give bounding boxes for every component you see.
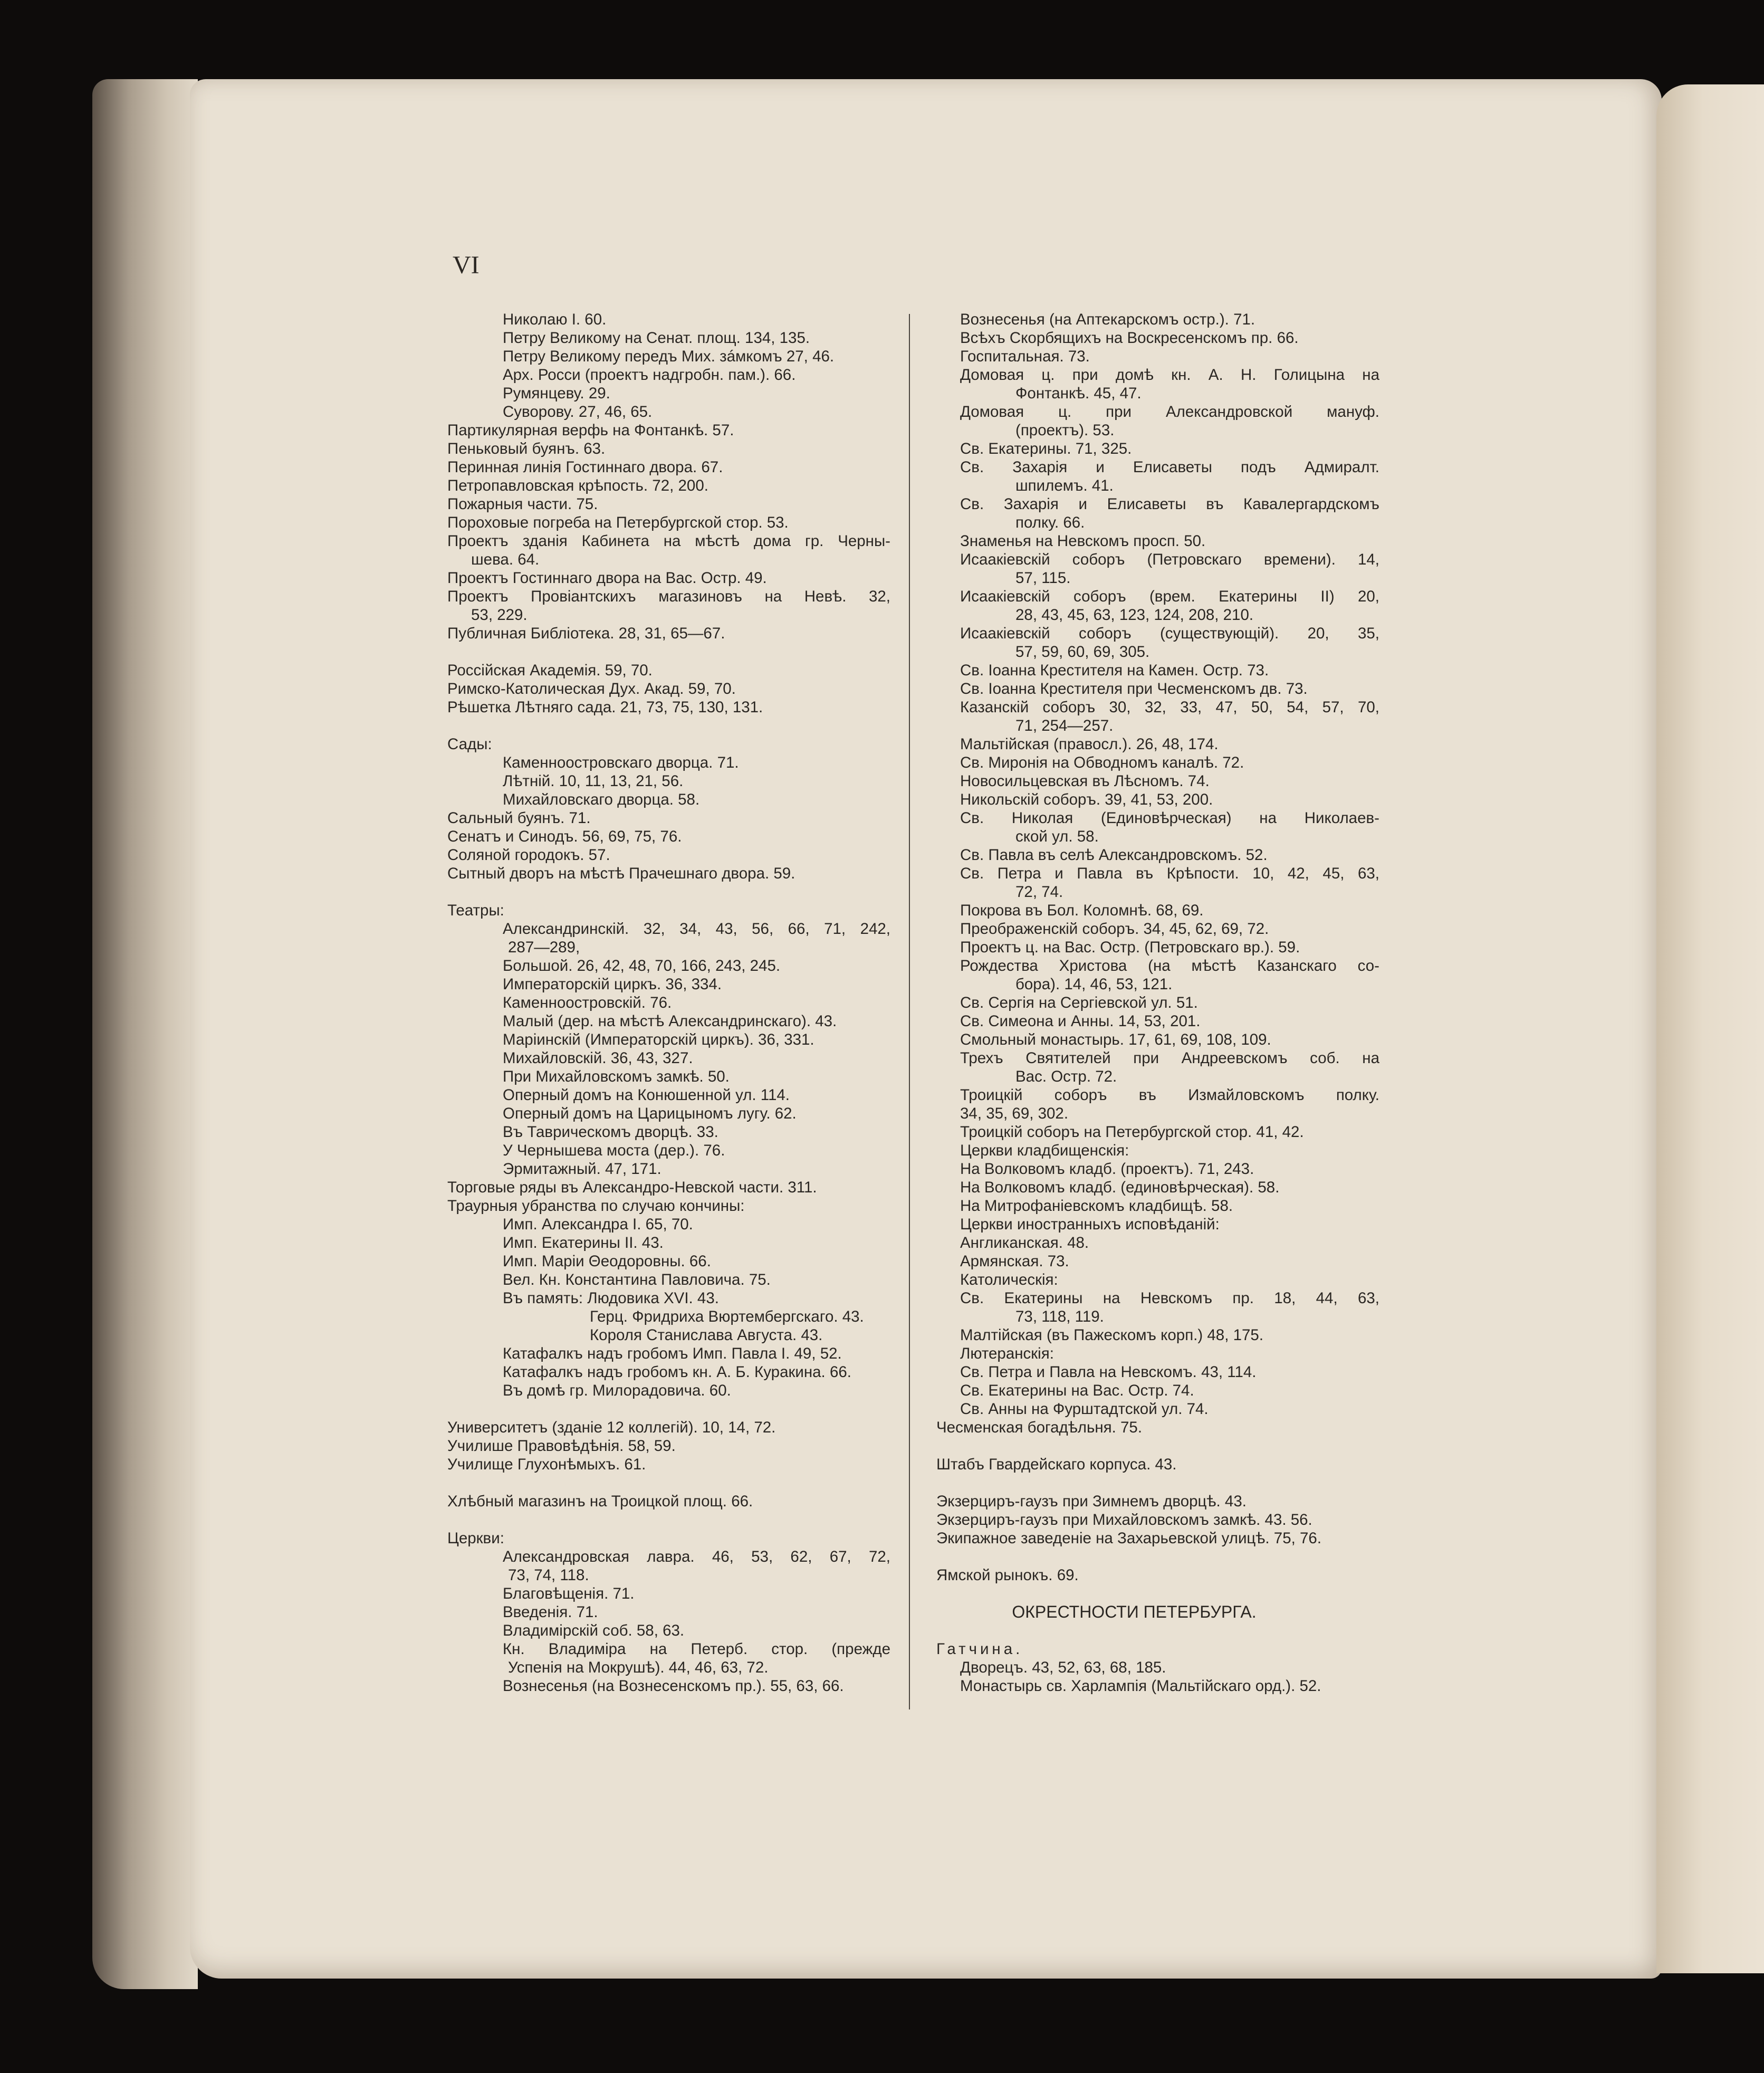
blank-line <box>936 1474 1379 1492</box>
index-entry: Кн. Владиміра на Петерб. стор. (прежде <box>503 1640 890 1658</box>
index-entry: Чесменская богадѣльня. 75. <box>936 1419 1143 1436</box>
index-entry: Римско-Католическая Дух. Акад. 59, 70. <box>447 680 736 698</box>
index-entry: полку. 66. <box>1015 514 1085 531</box>
page-number: VI <box>453 251 480 279</box>
index-entry: Лютеранскія: <box>960 1345 1054 1362</box>
blank-line <box>936 1621 1379 1640</box>
index-entry: Дворецъ. 43, 52, 63, 68, 185. <box>960 1659 1166 1676</box>
index-entry: Имп. Александра I. 65, 70. <box>503 1216 693 1233</box>
index-entry: Знаменья на Невскомъ просп. 50. <box>960 532 1206 550</box>
index-entry: Исаакіевскій соборъ (существующій). 20, 35, <box>960 625 1379 642</box>
index-entry: Св. Петра и Павла въ Крѣпости. 10, 42, 45, 63, <box>960 865 1379 882</box>
index-entry: Св. Миронія на Обводномъ каналѣ. 72. <box>960 754 1244 771</box>
index-entry: 71, 254—257. <box>1015 717 1114 734</box>
index-entry: Большой. 26, 42, 48, 70, 166, 243, 245. <box>503 957 781 975</box>
index-entry: Румянцеву. 29. <box>503 385 610 402</box>
index-entry: Исаакіевскій соборъ (Петровскаго времени). 14, <box>960 551 1379 568</box>
index-entry: Катафалкъ надъ гробомъ кн. А. Б. Куракина. 66. <box>503 1363 851 1381</box>
index-entry: Оперный домъ на Конюшенной ул. 114. <box>503 1086 790 1104</box>
index-entry: Вознесенья (на Вознесенскомъ пр.). 55, 63, 66. <box>503 1677 844 1695</box>
index-entry: Св. Николая (Единовѣрческая) на Николаев- <box>960 809 1379 827</box>
index-entry: Экзерциръ-гаузъ при Зимнемъ дворцѣ. 43. <box>936 1493 1247 1510</box>
index-entry: Оперный домъ на Царицыномъ лугу. 62. <box>503 1105 797 1122</box>
index-entry: Траурныя убранства по случаю кончины: <box>447 1197 745 1215</box>
index-entry: 287—289, <box>508 939 580 956</box>
index-entry: Рождества Христова (на мѣстѣ Казанскаго со- <box>960 957 1379 975</box>
index-entry: Училище Глухонѣмыхъ. 61. <box>447 1456 646 1473</box>
index-entry: шпилемъ. 41. <box>1015 477 1114 494</box>
index-entry: Благовѣщенія. 71. <box>503 1585 635 1602</box>
index-entry: Сенатъ и Синодъ. 56, 69, 75, 76. <box>447 828 682 845</box>
index-entry: Проектъ зданія Кабинета на мѣстѣ дома гр. Черны- <box>447 532 890 550</box>
index-entry: Англиканская. 48. <box>960 1234 1089 1252</box>
index-entry: Михайловскій. 36, 43, 327. <box>503 1049 693 1067</box>
index-entry: Императорскій циркъ. 36, 334. <box>503 976 722 993</box>
index-entry: Сальный буянъ. 71. <box>447 809 591 827</box>
index-entry: Каменноостровскаго дворца. 71. <box>503 754 739 771</box>
index-entry: Рѣшетка Лѣтняго сада. 21, 73, 75, 130, 131. <box>447 699 763 716</box>
index-entry: Вел. Кн. Константина Павловича. 75. <box>503 1271 771 1288</box>
index-entry: Преображенскій соборъ. 34, 45, 62, 69, 72. <box>960 920 1269 938</box>
index-entry: Св. Симеона и Анны. 14, 53, 201. <box>960 1012 1201 1030</box>
index-entry: Монастырь св. Харлампія (Мальтійскаго орд.). 52. <box>960 1677 1321 1695</box>
index-entry: Петру Великому на Сенат. площ. 134, 135. <box>503 329 810 347</box>
blank-line <box>447 1400 890 1418</box>
index-entry: Экзерциръ-гаузъ при Михайловскомъ замкѣ. 43. 56. <box>936 1511 1312 1529</box>
index-entry: Каменноостровскій. 76. <box>503 994 672 1011</box>
index-entry: Хлѣбный магазинъ на Троицкой площ. 66. <box>447 1493 753 1510</box>
index-entry: Михайловскаго дворца. 58. <box>503 791 700 808</box>
index-entry: шева. 64. <box>471 551 540 568</box>
index-entry: Никольскій соборъ. 39, 41, 53, 200. <box>960 791 1213 808</box>
index-entry: Сады: <box>447 735 492 753</box>
blank-line <box>447 1511 890 1529</box>
index-entry: Смольный монастырь. 17, 61, 69, 108, 109. <box>960 1031 1271 1048</box>
index-entry: Въ домѣ гр. Милорадовича. 60. <box>503 1382 731 1399</box>
index-entry: Проектъ ц. на Вас. Остр. (Петровскаго вр.). 59. <box>960 939 1300 956</box>
index-entry: Имп. Маріи Θеодоровны. 66. <box>503 1253 711 1270</box>
index-entry: Малтійская (въ Пажескомъ корп.) 48, 175. <box>960 1326 1264 1344</box>
blank-line <box>447 643 890 661</box>
index-entry: При Михайловскомъ замкѣ. 50. <box>503 1068 730 1085</box>
index-entry: Св. Петра и Павла на Невскомъ. 43, 114. <box>960 1363 1257 1381</box>
index-entry: Пеньковый буянъ. 63. <box>447 440 606 457</box>
index-entry: Вас. Остр. 72. <box>1015 1068 1117 1085</box>
index-entry: Россійская Академія. 59, 70. <box>447 662 653 679</box>
index-entry: 57, 115. <box>1015 569 1071 587</box>
index-entry: Ямской рынокъ. 69. <box>936 1566 1079 1584</box>
blank-line <box>936 1584 1379 1603</box>
index-entry: Въ Таврическомъ дворцѣ. 33. <box>503 1123 718 1141</box>
index-entry: Гатчина. <box>936 1640 1023 1658</box>
index-entry: ской ул. 58. <box>1015 828 1099 845</box>
index-entry: Св. Екатерины на Вас. Остр. 74. <box>960 1382 1194 1399</box>
index-entry: Въ память: Людовика XVI. 43. <box>503 1289 719 1307</box>
index-entry: Петропавловская крѣпость. 72, 200. <box>447 477 708 494</box>
index-entry: На Волковомъ кладб. (единовѣрческая). 58. <box>960 1179 1280 1196</box>
index-entry: Новосильцевская въ Лѣсномъ. 74. <box>960 772 1210 790</box>
index-entry: Пороховые погреба на Петербургской стор. 53. <box>447 514 789 531</box>
index-entry: Исаакіевскій соборъ (врем. Екатерины II) 20, <box>960 588 1379 605</box>
index-entry: Экипажное заведеніе на Захарьевской улицѣ. 75, 76. <box>936 1530 1322 1547</box>
index-entry: Троицкій соборъ въ Измайловскомъ полку. <box>960 1086 1379 1104</box>
index-entry: Проектъ Гостиннаго двора на Вас. Остр. 49. <box>447 569 767 587</box>
index-entry: Театры: <box>447 902 504 919</box>
index-entry: Владимірскій соб. 58, 63. <box>503 1622 685 1639</box>
index-entry: Пожарныя части. 75. <box>447 495 598 513</box>
index-entry: Петру Великому передъ Мих. зáмкомъ 27, 46. <box>503 348 835 365</box>
index-entry: Вознесенья (на Аптекарскомъ остр.). 71. <box>960 311 1255 328</box>
index-entry: Св. Анны на Фурштадтской ул. 74. <box>960 1400 1209 1418</box>
blank-line <box>936 1437 1379 1455</box>
index-entry: Сытный дворъ на мѣстѣ Прачешнаго двора. 59. <box>447 865 795 882</box>
index-entry: Лѣтній. 10, 11, 13, 21, 56. <box>503 772 684 790</box>
index-entry: Штабъ Гвардейскаго корпуса. 43. <box>936 1456 1177 1473</box>
index-entry: Покрова въ Бол. Коломнѣ. 68, 69. <box>960 902 1204 919</box>
index-entry: Церкви иностранныхъ исповѣданій: <box>960 1216 1220 1233</box>
index-entry: Всѣхъ Скорбящихъ на Воскресенскомъ пр. 66. <box>960 329 1299 347</box>
index-entry: 53, 229. <box>471 606 528 624</box>
index-entry: Армянская. 73. <box>960 1253 1069 1270</box>
index-entry: Трехъ Святителей при Андреевскомъ соб. на <box>960 1049 1379 1067</box>
index-entry: Университетъ (зданіе 12 коллегій). 10, 14, 72. <box>447 1419 776 1436</box>
index-entry: Короля Станислава Августа. 43. <box>590 1326 823 1344</box>
index-entry: Суворову. 27, 46, 65. <box>503 403 653 421</box>
page-edge <box>92 79 198 1989</box>
index-column-left <box>447 310 890 1695</box>
next-page-edge <box>1656 84 1764 1973</box>
index-entry: Александровская лавра. 46, 53, 62, 67, 72, <box>503 1548 890 1565</box>
index-entry: Николаю I. 60. <box>503 311 607 328</box>
index-entry: Мальтійская (правосл.). 26, 48, 174. <box>960 735 1219 753</box>
index-entry: 57, 59, 60, 69, 305. <box>1015 643 1150 661</box>
index-entry: 72, 74. <box>1015 883 1063 901</box>
index-entry: Домовая ц. при Александровской мануф. <box>960 403 1379 421</box>
index-entry: Публичная Библіотека. 28, 31, 65—67. <box>447 625 725 642</box>
index-entry: Св. Захарія и Елисаветы въ Кавалергардскомъ <box>960 495 1379 513</box>
index-entry: На Волковомъ кладб. (проектъ). 71, 243. <box>960 1160 1254 1178</box>
index-entry: Арх. Росси (проектъ надгробн. пам.). 66. <box>503 366 796 384</box>
index-entry: Католическія: <box>960 1271 1058 1288</box>
column-divider <box>909 314 910 1709</box>
index-entry: Св. Іоанна Крестителя на Камен. Остр. 73. <box>960 662 1269 679</box>
index-entry: Малый (дер. на мѣстѣ Александринскаго). 43. <box>503 1012 837 1030</box>
index-entry: Перинная линія Гостиннаго двора. 67. <box>447 458 723 476</box>
index-entry: Успенія на Мокрушѣ). 44, 46, 63, 72. <box>508 1659 769 1676</box>
index-entry: Александринскій. 32, 34, 43, 56, 66, 71, 242, <box>503 920 890 938</box>
index-entry: Соляной городокъ. 57. <box>447 846 610 864</box>
index-entry: Проектъ Провіантскихъ магазиновъ на Невѣ. 32, <box>447 588 890 605</box>
index-entry: Св. Сергія на Сергіевской ул. 51. <box>960 994 1198 1011</box>
blank-line <box>447 1474 890 1492</box>
index-entry: Св. Захарія и Елисаветы подъ Адмиралт. <box>960 458 1379 476</box>
index-entry: бора). 14, 46, 53, 121. <box>1015 976 1173 993</box>
index-entry: 73, 118, 119. <box>1015 1308 1104 1325</box>
index-entry: Св. Павла въ селѣ Александровскомъ. 52. <box>960 846 1268 864</box>
index-entry: Имп. Екатерины II. 43. <box>503 1234 664 1252</box>
index-entry: Св. Екатерины. 71, 325. <box>960 440 1132 457</box>
index-entry: Церкви: <box>447 1530 504 1547</box>
index-entry: Партикулярная верфь на Фонтанкѣ. 57. <box>447 422 734 439</box>
index-entry: 28, 43, 45, 63, 123, 124, 208, 210. <box>1015 606 1254 624</box>
index-entry: Катафалкъ надъ гробомъ Имп. Павла I. 49, 52. <box>503 1345 842 1362</box>
index-entry: Училише Правовѣдѣнія. 58, 59. <box>447 1437 676 1455</box>
index-entry: Казанскій соборъ 30, 32, 33, 47, 50, 54, 57, 70, <box>960 699 1379 716</box>
index-entry: Госпитальная. 73. <box>960 348 1090 365</box>
blank-line <box>447 717 890 735</box>
index-entry: Маріинскій (Императорскій циркъ). 36, 331. <box>503 1031 814 1048</box>
index-entry: Введенія. 71. <box>503 1603 598 1621</box>
index-entry: У Чернышева моста (дер.). 76. <box>503 1142 725 1159</box>
index-entry: Троицкій соборъ на Петербургской стор. 41, 42. <box>960 1123 1304 1141</box>
index-entry: Св. Екатерины на Невскомъ пр. 18, 44, 63, <box>960 1289 1379 1307</box>
index-entry: 34, 35, 69, 302. <box>960 1105 1069 1122</box>
index-entry: Торговые ряды въ Александро-Невской части. 311. <box>447 1179 817 1196</box>
index-entry: Домовая ц. при домѣ кн. А. Н. Голицына на <box>960 366 1379 384</box>
index-entry: Св. Іоанна Крестителя при Чесменскомъ дв. 73. <box>960 680 1308 698</box>
index-entry: Фонтанкѣ. 45, 47. <box>1015 385 1142 402</box>
index-entry: Эрмитажный. 47, 171. <box>503 1160 662 1178</box>
section-heading: ОКРЕСТНОСТИ ПЕТЕРБУРГА. <box>1012 1602 1257 1621</box>
index-entry: Герц. Фридриха Вюртембергскаго. 43. <box>590 1308 864 1325</box>
blank-line <box>936 1547 1379 1566</box>
index-entry: (проектъ). 53. <box>1015 422 1115 439</box>
index-entry: На Митрофаніевскомъ кладбищѣ. 58. <box>960 1197 1233 1215</box>
index-entry: Церкви кладбищенскія: <box>960 1142 1129 1159</box>
index-column-right <box>936 310 1379 1695</box>
blank-line <box>447 883 890 901</box>
index-entry: 73, 74, 118. <box>508 1566 589 1584</box>
book-page <box>190 79 1662 1979</box>
